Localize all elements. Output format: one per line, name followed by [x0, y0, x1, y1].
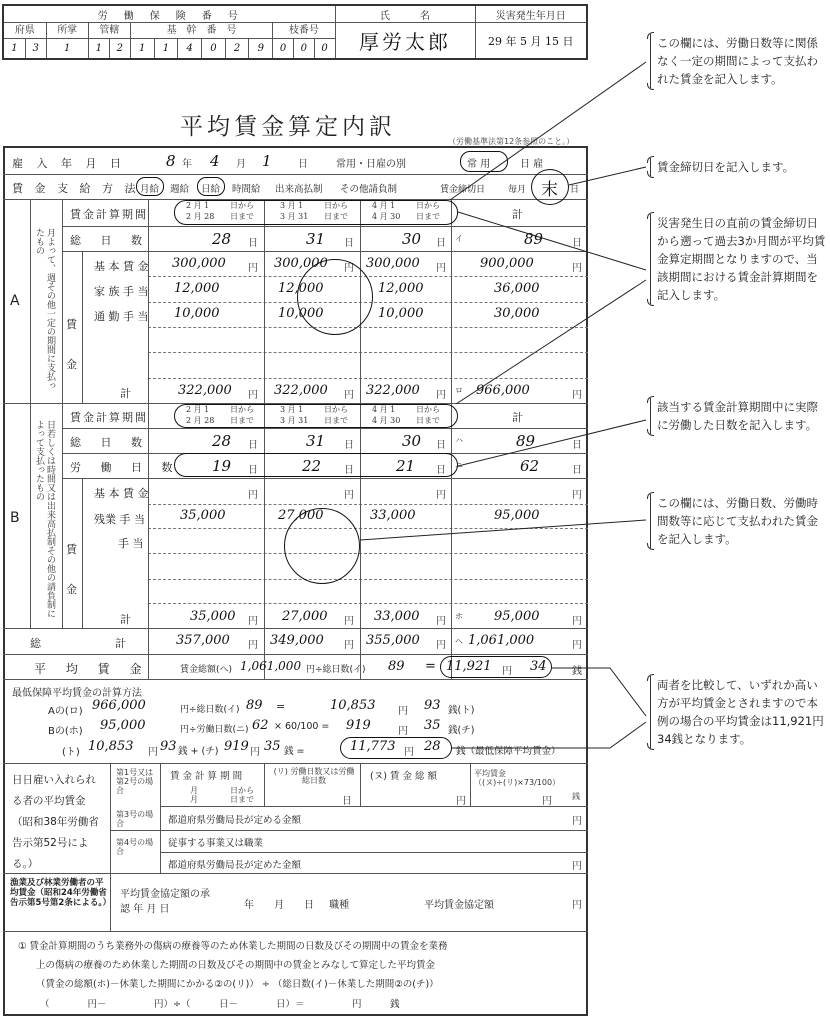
kankatsu-label: 管轄 — [88, 23, 130, 39]
b-period-total-label: 計 — [512, 411, 523, 424]
minimum-row2-days: 62 — [252, 718, 269, 733]
digit: 2 — [109, 38, 130, 59]
leader-line — [450, 62, 646, 200]
cutoff-prefix: 毎月 — [508, 185, 527, 195]
a-days-total: 89 — [524, 230, 544, 248]
daily-col1: 賃 金 計 算 期 間 — [170, 771, 243, 782]
daily-col4: 平均賃金（(ヌ)÷(リ)×73/100） — [474, 769, 561, 787]
pay-method-weekly: 週給 — [170, 184, 190, 195]
minimum-row2-label: Bの(ホ) — [48, 726, 83, 737]
a-sum-2: 322,000 — [274, 383, 328, 398]
a-period-total-label: 計 — [512, 208, 523, 221]
leader-line — [552, 668, 646, 716]
insurance-number-label: 労 働 保 険 番 号 — [3, 5, 335, 23]
daily-case3-text: 都道府県労働局長が定める金額 — [168, 815, 302, 826]
unit-month: 月 — [236, 159, 246, 170]
footnote-line2: 上の傷病の療養のため休業した期間の日数及びその期間中の賃金とみなして算定した平均賃金 — [36, 960, 436, 971]
minimum-row1-yen: 10,853 — [330, 698, 376, 713]
annotation-work-days: 該当する賃金計算期間中に実際に労働した日数を記入します。 — [650, 398, 826, 434]
hire-month: 4 — [210, 152, 220, 170]
a-period-2-to: 3 月 31 — [280, 212, 309, 221]
pay-method-contract: その他請負制 — [340, 184, 398, 195]
minimum-row2-sen: 35 — [424, 718, 441, 733]
daily-case1: 第1号又は第2号の場合 — [116, 768, 154, 795]
accident-date-value: 29 年 5 月 15 日 — [475, 23, 587, 59]
grand-1: 357,000 — [176, 633, 230, 648]
a-period-3-from: 4 月 1 — [372, 201, 396, 210]
a-sum-1: 322,000 — [178, 383, 232, 398]
minimum-row1-amount: 966,000 — [92, 698, 146, 713]
unit-day: 日 — [298, 159, 308, 170]
b-item-2-v2: 27,000 — [278, 508, 324, 523]
a-item-3-total: 30,000 — [494, 306, 540, 321]
kikan-label: 基 幹 番 号 — [130, 23, 272, 39]
a-item-3-v1: 10,000 — [174, 306, 220, 321]
leader-line — [360, 520, 646, 540]
a-item-2-total: 36,000 — [494, 281, 540, 296]
b-work-total: 62 — [520, 457, 540, 475]
b-days-label: 総 日 数 — [70, 436, 150, 449]
b-item-2-total: 95,000 — [494, 508, 540, 523]
pay-method-hourly: 時間給 — [232, 184, 261, 195]
b-sum-total: 95,000 — [494, 609, 540, 624]
minimum-row2-amount: 95,000 — [100, 718, 146, 733]
digit: 2 — [225, 38, 249, 59]
leader-line — [458, 212, 646, 270]
fishery-label: 漁業及び林業労働者の平均賃金（昭和24年労働省告示第5号第2条による。） — [10, 878, 112, 908]
digit: 3 — [25, 38, 46, 59]
a-item-3-v2: 10,000 — [278, 306, 324, 321]
minimum-row3-result-yen: 11,773 — [350, 739, 396, 754]
fishery-amount-label: 平均賃金協定額 — [424, 900, 494, 911]
b-period-1-to: 2 月 28 — [186, 416, 215, 425]
section-b-description: 日若しくは時間又は出来高払制その他の請負制によって支払ったもの — [34, 420, 55, 618]
a-period-label: 賃金計算期間 — [70, 208, 148, 221]
fishery-date-units: 年 月 日 職種 — [244, 900, 350, 911]
eda-label: 枝番号 — [273, 23, 335, 39]
footnote-line1: ① 賃金計算期間のうち業務外の傷病の療養等のため休業した期間の日数及びその期間中の賃金を業務 — [18, 941, 448, 952]
section-a-tag: A — [10, 293, 20, 309]
a-days-2: 31 — [306, 230, 326, 248]
a-period-2-from: 3 月 1 — [280, 201, 304, 210]
a-period-1-to: 2 月 28 — [186, 212, 215, 221]
fishery-approve: 平均賃金協定額の承 認 年 月 日 — [120, 889, 210, 915]
footnote-line4: （ 円－ 円）÷（ 日－ 日）＝ 円 銭 — [40, 999, 400, 1010]
minimum-row3-sen2: 35 — [264, 739, 281, 754]
digit: 9 — [249, 38, 273, 59]
a-item-1-name: 基 本 賃 金 — [94, 260, 149, 273]
b-item-2-name: 残業 手 当 — [94, 513, 145, 526]
b-work-2: 22 — [302, 457, 322, 475]
a-item-1-v1: 300,000 — [172, 256, 226, 271]
b-days-total: 89 — [516, 432, 536, 450]
b-work-mark: ニ — [455, 461, 463, 470]
a-item-2-v3: 12,000 — [378, 281, 424, 296]
grand-2: 349,000 — [270, 633, 324, 648]
leader-line — [458, 420, 646, 466]
minimum-row3-sen: 93 — [160, 739, 177, 754]
a-from-suffix: 日から — [416, 201, 440, 210]
minimum-row1-sen: 93 — [424, 698, 441, 713]
a-sum-mark: ロ — [455, 386, 463, 395]
digit: 0 — [202, 38, 226, 59]
b-work-label: 労 働 日 数 — [70, 461, 181, 474]
digit: 0 — [293, 38, 314, 59]
employment-daily: 日 雇 — [520, 159, 544, 170]
a-sum-total: 966,000 — [476, 383, 530, 398]
accident-date-label: 災害発生年月日 — [475, 5, 587, 23]
a-period-1-from: 2 月 1 — [186, 201, 210, 210]
daily-label: 日日雇い入れられる者の平均賃金（昭和38年労働省告示第52号による。） — [12, 774, 99, 870]
a-item-3-v3: 10,000 — [378, 306, 424, 321]
b-period-2-to: 3 月 31 — [280, 416, 309, 425]
a-item-1-v3: 300,000 — [366, 256, 420, 271]
b-period-2-from: 3 月 1 — [280, 405, 304, 414]
minimum-row3-yen2: 919 — [224, 739, 249, 754]
daily-col3: (ヌ) 賃 金 総 額 — [370, 771, 437, 782]
shosho-label: 所掌 — [46, 23, 88, 39]
b-days-1: 28 — [212, 432, 232, 450]
minimum-row3-yen: 10,853 — [88, 739, 134, 754]
average-formula-b: 円÷総日数(イ) — [306, 665, 366, 675]
b-sum-3: 33,000 — [374, 609, 420, 624]
b-sum-2: 27,000 — [282, 609, 328, 624]
minimum-row1-days: 89 — [246, 698, 263, 713]
b-item-1-name: 基 本 賃 金 — [94, 487, 149, 500]
b-period-1-from: 2 月 1 — [186, 405, 210, 414]
b-sum-mark: ホ — [455, 612, 463, 621]
cutoff-value: 末 — [541, 180, 558, 200]
daily-case4: 第4号の場合 — [116, 838, 154, 856]
hire-year: 8 — [166, 152, 176, 170]
minimum-row3-suffix: 銭（最低保障平均賃金） — [456, 746, 561, 757]
annotation-fixed-period: この欄には、労働日数等に関係なく一定の期間によって支払われた賃金を記入します。 — [650, 34, 826, 88]
average-formula-a: 賃金総額(ヘ) — [180, 665, 233, 675]
grand-mark: ヘ — [455, 637, 463, 646]
a-from-suffix: 日から — [324, 201, 348, 210]
digit: 1 — [46, 38, 88, 59]
a-item-3-name: 通 勤 手 当 — [94, 310, 149, 323]
daily-case3: 第3号の場合 — [116, 810, 154, 828]
b-sum-label: 計 — [120, 613, 131, 626]
a-days-3: 30 — [402, 230, 422, 248]
pref-label: 府県 — [3, 23, 46, 39]
minimum-row1-label: Aの(ロ) — [48, 706, 83, 717]
annotation-comparison: 両者を比較して、いずれか高い方が平均賃金とされますので本例の場合の平均賃金は11,921円34銭となります。 — [650, 676, 826, 748]
daily-col2: (リ) 労働日数又は労働総日数 — [273, 767, 355, 785]
digit: 0 — [314, 38, 335, 59]
a-sum-label: 計 — [120, 387, 131, 400]
pay-method-piece: 出来高払制 — [275, 184, 323, 195]
b-days-2: 31 — [306, 432, 326, 450]
a-to-suffix: 日まで — [230, 212, 254, 221]
a-to-suffix: 日まで — [324, 212, 348, 221]
average-yen: 11,921 — [446, 659, 492, 674]
digit: 1 — [88, 38, 109, 59]
b-item-2-v3: 33,000 — [370, 508, 416, 523]
footnote-line3: （賃金の総額(ホ)－休業した期間にかかる②の(リ)） ÷ （総日数(イ)－休業した期間②の(チ)） — [36, 979, 439, 990]
hire-date-label: 雇 入 年 月 日 — [12, 157, 126, 170]
b-days-mark: ハ — [455, 436, 463, 445]
average-label: 平 均 賃 金 — [34, 662, 150, 676]
unit-year: 年 — [182, 159, 192, 170]
minimum-row3-result-sen: 28 — [424, 739, 441, 754]
minimum-row1-mark: 銭(ト) — [448, 705, 475, 716]
a-item-1-total: 900,000 — [480, 256, 534, 271]
a-period-3-to: 4 月 30 — [372, 212, 401, 221]
digit: 1 — [3, 38, 25, 59]
section-b-tag: B — [10, 510, 20, 526]
section-a-description: 月よって、週その他一定の期間に支払ったもの — [34, 228, 55, 390]
average-sen: 34 — [530, 659, 547, 674]
pay-method-daily: 日給 — [201, 184, 221, 195]
a-item-1-v2: 300,000 — [274, 256, 328, 271]
daily-case4-text1: 従事する事業又は職業 — [168, 838, 264, 849]
hire-day: 1 — [262, 152, 272, 170]
b-item-2-v1: 35,000 — [180, 508, 226, 523]
minimum-title: 最低保障平均賃金の計算方法 — [12, 688, 142, 699]
a-days-1: 28 — [212, 230, 232, 248]
minimum-row2-formula: 円÷労働日数(ニ) — [180, 725, 249, 735]
cutoff-label: 賃金締切日 — [440, 185, 486, 195]
a-to-suffix: 日まで — [416, 212, 440, 221]
b-sum-1: 35,000 — [190, 609, 236, 624]
average-eq: = — [425, 659, 436, 674]
a-from-suffix: 日から — [230, 201, 254, 210]
b-work-3: 21 — [396, 457, 416, 475]
b-period-3-from: 4 月 1 — [372, 405, 396, 414]
pay-method-monthly: 月給 — [140, 184, 160, 195]
leader-line — [452, 722, 646, 748]
annotation-hourly-wages: この欄には、労働日数、労働時間数等に応じて支払われた賃金を記入します。 — [650, 494, 826, 548]
minimum-row1-formula: 円÷総日数(イ) — [180, 705, 240, 715]
employment-regular: 常 用 — [467, 159, 491, 170]
digit: 1 — [154, 38, 178, 59]
daily-case4-text2: 都道府県労働局長が定めた金額 — [168, 860, 302, 871]
grand-3: 355,000 — [366, 633, 420, 648]
b-days-3: 30 — [402, 432, 422, 450]
a-wage-label: 賃 金 — [66, 318, 77, 371]
title-note: （労働基準法第12条参照のこと。） — [448, 137, 575, 146]
average-days: 89 — [388, 659, 405, 674]
b-period-3-to: 4 月 30 — [372, 416, 401, 425]
minimum-row2-mark: 銭(チ) — [448, 725, 475, 736]
name-label: 氏 名 — [335, 5, 475, 23]
annotation-calc-period: 災害発生日の直前の賃金締切日から遡って過去3か月間が平均賃金算定期間となりますので、当該期間における賃金計算期間を記入します。 — [650, 214, 826, 304]
pay-method-label: 賃 金 支 給 方 法 — [12, 182, 140, 195]
grand-total: 1,061,000 — [468, 633, 535, 648]
page-title: 平均賃金算定内訳 — [180, 114, 396, 140]
average-amount: 1,061,000 — [240, 659, 302, 673]
b-work-1: 19 — [212, 457, 232, 475]
minimum-row2-yen: 919 — [346, 718, 371, 733]
leader-line — [456, 280, 646, 404]
digit: 0 — [273, 38, 294, 59]
minimum-row3-mark: (ト) — [62, 747, 80, 758]
b-wage-label: 賃 金 — [66, 543, 77, 596]
digit: 1 — [130, 38, 154, 59]
annotation-cutoff-day: 賃金締切日を記入します。 — [650, 158, 826, 176]
employment-type-label: 常用・日雇の別 — [336, 159, 406, 170]
a-days-mark: イ — [455, 234, 463, 243]
a-days-label: 総 日 数 — [70, 234, 150, 247]
minimum-row2-frac: × 60/100 = — [274, 721, 330, 732]
b-period-label: 賃金計算期間 — [70, 411, 148, 424]
cutoff-suffix: 日 — [570, 185, 580, 195]
a-sum-3: 322,000 — [366, 383, 420, 398]
a-item-2-v2: 12,000 — [278, 281, 324, 296]
a-item-2-name: 家 族 手 当 — [94, 285, 149, 298]
digit: 4 — [178, 38, 202, 59]
grand-total-label: 総 計 — [30, 637, 132, 650]
a-item-2-v1: 12,000 — [174, 281, 220, 296]
leader-line — [569, 167, 646, 185]
name-value: 厚労太郎 — [335, 23, 475, 59]
b-item-3-name: 手 当 — [118, 537, 144, 550]
